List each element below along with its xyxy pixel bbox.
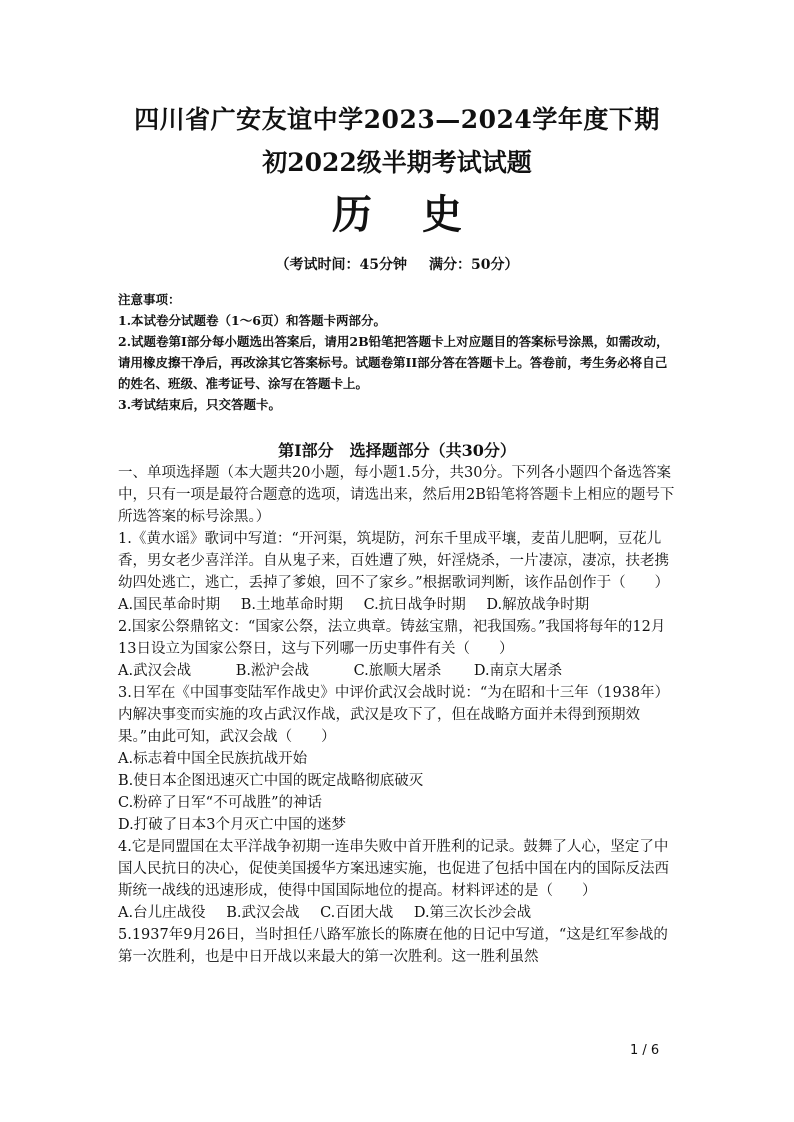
option: B.武汉会战 [226, 905, 300, 921]
option: D.南京大屠杀 [473, 663, 563, 679]
option: C.粉碎了日军“不可战胜”的神话 [118, 795, 323, 811]
question-stem: 5.1937年9月26日，当时担任八路军旅长的陈赓在他的日记中写道，“这是红军参战的第一次胜利，也是中日开战以来最大的第一次胜利。这一胜利虽然 [118, 927, 668, 965]
exam-time: （考试时间：45分钟 [275, 257, 407, 273]
question-stem: 3.日军在《中国事变陆军作战史》中评价武汉会战时说：“为在昭和十三年（1938年）内解决事变而实施的攻占武汉作战，武汉是攻下了，但在战略方面并未得到预期效果。”由此可知，武汉会战（ ） [118, 685, 670, 745]
page-number: 1 / 6 [630, 1043, 660, 1058]
notes-block [118, 289, 678, 415]
option: B.使日本企图迅速灭亡中国的既定战略彻底破灭 [118, 773, 424, 789]
option: A.武汉会战 [118, 663, 192, 679]
subject-title: 历 史 [332, 191, 480, 238]
exam-info [0, 254, 794, 274]
exam-title-line2: 初2022级半期考试试题 [262, 148, 532, 177]
notes-item: 1.本试卷分试题卷（1～6页）和答题卡两部分。 [118, 313, 386, 328]
option: B.淞沪会战 [235, 663, 309, 679]
question-stem: 1.《黄水谣》歌词中写道：“开河渠，筑堤防，河东千里成平壤，麦苗儿肥啊，豆花儿香，男女老少喜洋洋。自从鬼子来，百姓遭了殃，奸淫烧杀，一片凄凉，凄凉，扶老携幼四处逃亡，逃亡，丢掉了爹娘，回不了家乡。”根据歌词判断，该作品创作于（ ） [118, 531, 670, 591]
option: D.解放战争时期 [486, 597, 590, 613]
instructions: 一、单项选择题（本大题共20小题，每小题1.5分，共30分。下列各小题四个备选答案中，只有一项是最符合题意的选项，请选出来，然后用2B铅笔将答题卡上相应的题号下所选答案的标号涂黑。） [118, 465, 675, 525]
notes-item: 3.考试结束后，只交答题卡。 [118, 397, 282, 412]
section-title: 第Ⅰ部分 选择题部分（共30分） [278, 441, 516, 460]
notes-item: 2.试题卷第Ⅰ部分每小题选出答案后，请用2B铅笔把答题卡上对应题目的答案标号涂黑，如需改动，请用橡皮擦干净后，再改涂其它答案标号。试题卷第II部分答在答题卡上。答卷前，考生务必将自己的姓名、班级、准考证号、涂写在答题卡上。 [118, 334, 669, 391]
question-stem: 2.国家公祭鼎铭文：“国家公祭，法立典章。铸兹宝鼎，祀我国殇。”我国将每年的12月13日设立为国家公祭日，这与下列哪一历史事件有关（ ） [118, 619, 666, 657]
question-stem: 4.它是同盟国在太平洋战争初期一连串失败中首开胜利的记录。鼓舞了人心，坚定了中国人民抗日的决心，促使美国援华方案迅速实施，也促进了包括中国在内的国际反法西斯统一战线的迅速形成，使得中国国际地位的提高。材料评述的是（ ） [118, 839, 669, 899]
question-options [118, 902, 678, 924]
option: A.台儿庄战役 [118, 905, 206, 921]
option: A.国民革命时期 [118, 597, 221, 613]
option: C.抗日战争时期 [363, 597, 466, 613]
option: B.土地革命时期 [240, 597, 343, 613]
question-options [118, 660, 678, 682]
option: D.第三次长沙会战 [413, 905, 532, 921]
option: C.百团大战 [320, 905, 394, 921]
notes-heading: 注意事项： [118, 292, 181, 307]
option: A.标志着中国全民族抗战开始 [118, 751, 308, 767]
full-score: 满分：50分） [429, 257, 519, 273]
question-options [118, 594, 678, 616]
question-body [118, 462, 678, 968]
option: C.旅顺大屠杀 [353, 663, 442, 679]
exam-title-line1: 四川省广安友谊中学2023—2024学年度下期 [134, 105, 660, 134]
option: D.打破了日本3个月灭亡中国的迷梦 [118, 817, 346, 833]
